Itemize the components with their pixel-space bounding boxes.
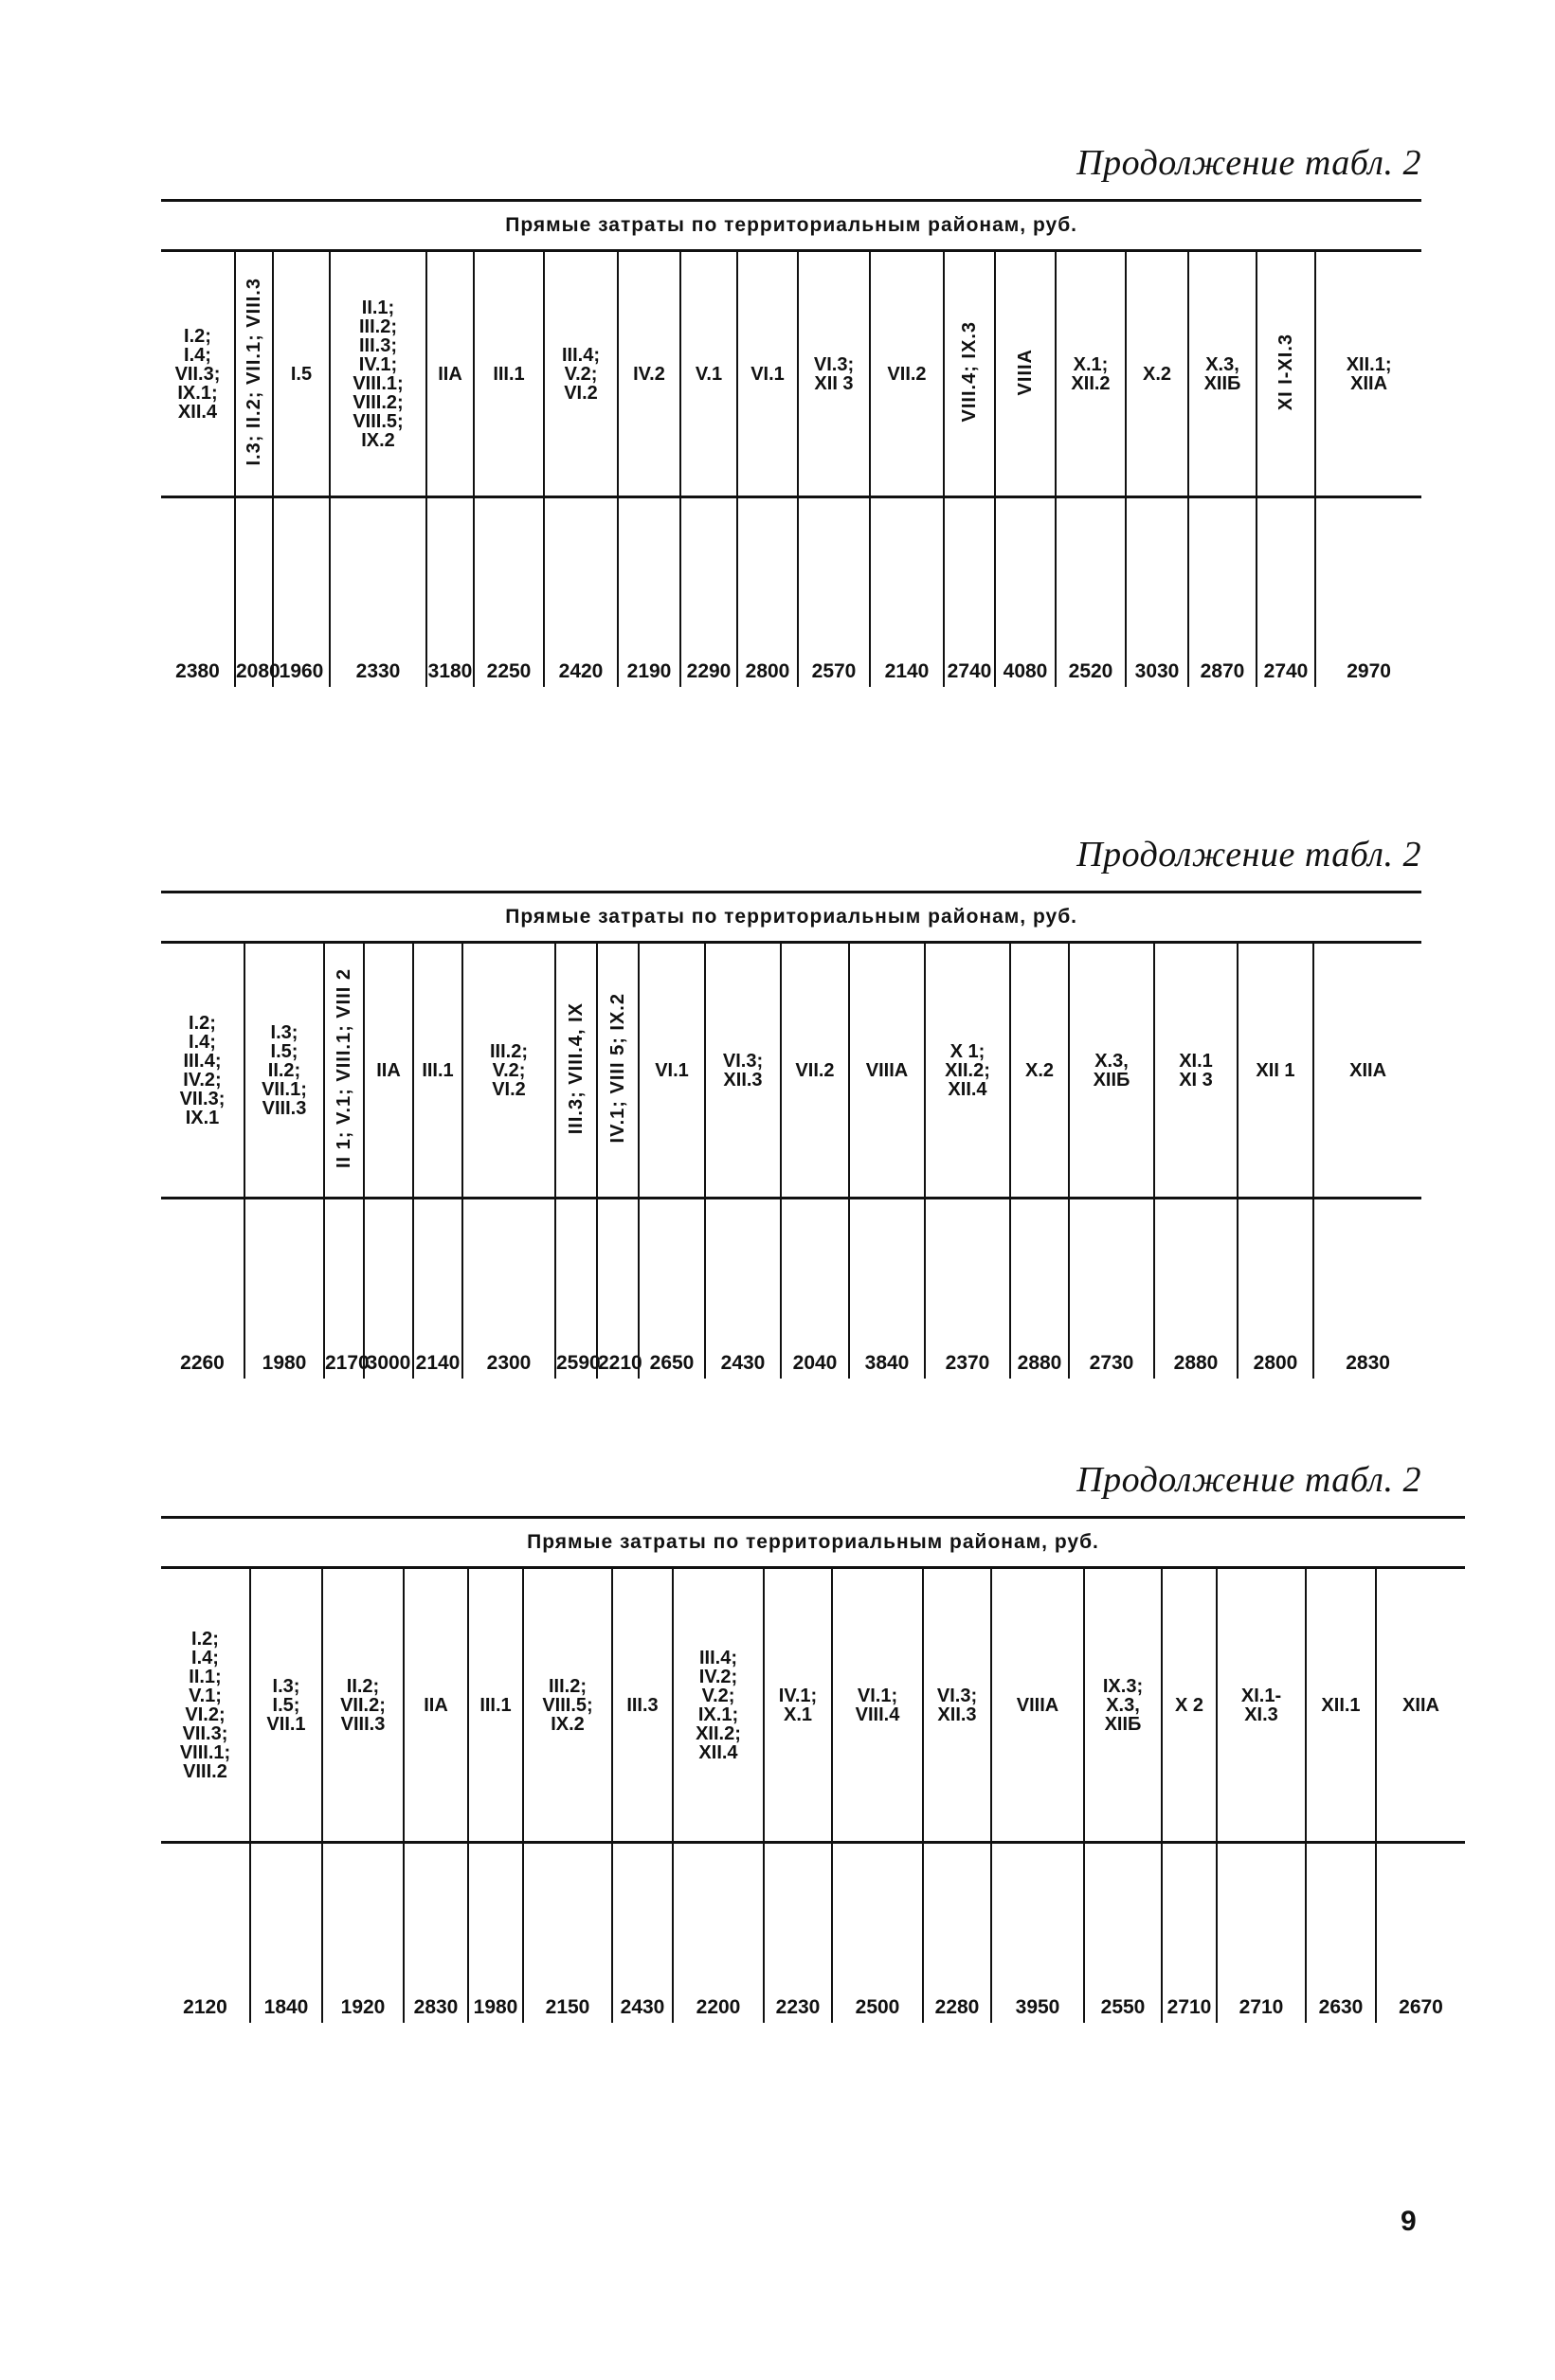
district-header: IV.2 [618, 251, 680, 497]
district-header [1257, 251, 1315, 497]
cost-value: 2170 [324, 1199, 364, 1379]
cost-value: 2120 [161, 1843, 250, 2023]
district-header: X 1; XII.2; XII.4 [925, 943, 1010, 1199]
cost-value: 2710 [1217, 1843, 1306, 2023]
district-header: X.2 [1126, 251, 1188, 497]
cost-value: 1980 [244, 1199, 324, 1379]
district-header-vertical-label: VIIIA [1015, 348, 1036, 396]
cost-value: 2330 [330, 497, 426, 687]
district-header: II.2; VII.2; VIII.3 [322, 1568, 404, 1843]
cost-value: 2080 [235, 497, 273, 687]
district-header-vertical-label: III.3; VIII.4, IX [566, 1001, 587, 1135]
cost-value: 3000 [364, 1199, 413, 1379]
cost-value: 3950 [991, 1843, 1084, 2023]
value-row [161, 1199, 1421, 1379]
cost-value: 2250 [474, 497, 544, 687]
cost-value: 2290 [680, 497, 737, 687]
cost-value: 2370 [925, 1199, 1010, 1379]
cost-value: 2970 [1315, 497, 1421, 687]
cost-value: 1840 [250, 1843, 322, 2023]
district-header [555, 943, 597, 1199]
cost-value: 2230 [764, 1843, 832, 2023]
header-row [161, 943, 1421, 1199]
district-header: VII.2 [781, 943, 849, 1199]
table-caption: Продолжение табл. 2 [1076, 835, 1421, 874]
district-header: X.2 [1010, 943, 1069, 1199]
district-header: I.3; I.5; VII.1 [250, 1568, 322, 1843]
cost-value: 2200 [673, 1843, 764, 2023]
district-header: IIA [364, 943, 413, 1199]
header-row [161, 251, 1421, 497]
table-caption: Продолжение табл. 2 [1076, 1460, 1421, 1500]
cost-value: 2430 [705, 1199, 781, 1379]
table-section-2 [161, 834, 1421, 1383]
district-header-vertical-label: II 1; V.1; VIII.1; VIII 2 [334, 967, 354, 1168]
district-header: I.5 [273, 251, 330, 497]
cost-value: 2710 [1162, 1843, 1217, 2023]
cost-value: 2380 [161, 497, 235, 687]
cost-value: 2520 [1056, 497, 1126, 687]
cost-value: 2550 [1084, 1843, 1162, 2023]
district-header [597, 943, 639, 1199]
district-header-vertical-label: VIII.4; IX.3 [959, 321, 980, 423]
cost-value: 2210 [597, 1199, 639, 1379]
value-row [161, 1843, 1465, 2023]
table-title: Прямые затраты по территориальным районам, руб. [161, 201, 1421, 251]
district-header: III.1 [468, 1568, 523, 1843]
cost-value: 2650 [639, 1199, 705, 1379]
district-header-vertical-label: XI I-XI.3 [1275, 333, 1296, 411]
cost-value: 2870 [1188, 497, 1257, 687]
district-header: IV.1; X.1 [764, 1568, 832, 1843]
district-header: VI.3; XII.3 [705, 943, 781, 1199]
district-header: III.1 [413, 943, 462, 1199]
cost-value: 2880 [1154, 1199, 1238, 1379]
cost-value: 2140 [870, 497, 944, 687]
district-header: VI.3; XII.3 [923, 1568, 991, 1843]
cost-value: 2740 [1257, 497, 1315, 687]
district-header: IIA [404, 1568, 468, 1843]
district-header: X 2 [1162, 1568, 1217, 1843]
district-header: X.1; XII.2 [1056, 251, 1126, 497]
cost-value: 2280 [923, 1843, 991, 2023]
district-header: VII.2 [870, 251, 944, 497]
cost-value: 2570 [798, 497, 870, 687]
district-header: XI.1 XI 3 [1154, 943, 1238, 1199]
header-row [161, 1568, 1465, 1843]
district-header: VIIIA [991, 1568, 1084, 1843]
cost-value: 2830 [1313, 1199, 1421, 1379]
cost-value: 4080 [995, 497, 1056, 687]
district-header [324, 943, 364, 1199]
cost-value: 2150 [523, 1843, 612, 2023]
district-header: I.2; I.4; III.4; IV.2; VII.3; IX.1 [161, 943, 244, 1199]
cost-value: 2260 [161, 1199, 244, 1379]
cost-value: 3840 [849, 1199, 925, 1379]
cost-value: 2040 [781, 1199, 849, 1379]
cost-value: 1920 [322, 1843, 404, 2023]
district-header: VI.3; XII 3 [798, 251, 870, 497]
district-header: X.3, XIIБ [1069, 943, 1154, 1199]
cost-value: 1960 [273, 497, 330, 687]
district-header: VI.1 [639, 943, 705, 1199]
district-header: VI.1 [737, 251, 798, 497]
cost-value: 2800 [1238, 1199, 1313, 1379]
cost-value: 2500 [832, 1843, 923, 2023]
district-header: III.2; VIII.5; IX.2 [523, 1568, 612, 1843]
cost-value: 2730 [1069, 1199, 1154, 1379]
district-header: XI.1- XI.3 [1217, 1568, 1306, 1843]
cost-value: 2740 [944, 497, 995, 687]
cost-value: 2830 [404, 1843, 468, 2023]
district-header: I.2; I.4; VII.3; IX.1; XII.4 [161, 251, 235, 497]
district-header: XII.1 [1306, 1568, 1376, 1843]
district-header: II.1; III.2; III.3; IV.1; VIII.1; VIII.2; VIII.5; IX.2 [330, 251, 426, 497]
table-section-3 [161, 1459, 1443, 2065]
cost-value: 2430 [612, 1843, 673, 2023]
value-row [161, 497, 1421, 687]
cost-value: 2800 [737, 497, 798, 687]
district-header: IX.3; X.3, XIIБ [1084, 1568, 1162, 1843]
district-header: V.1 [680, 251, 737, 497]
table-section-1 [161, 142, 1421, 692]
district-header [995, 251, 1056, 497]
cost-value: 2670 [1376, 1843, 1465, 2023]
cost-value: 3180 [426, 497, 474, 687]
costs-table-2 [161, 891, 1421, 1379]
district-header: VIIIA [849, 943, 925, 1199]
district-header: XII 1 [1238, 943, 1313, 1199]
cost-value: 2420 [544, 497, 618, 687]
district-header-vertical-label: I.3; II.2; VII.1; VIII.3 [244, 278, 264, 466]
cost-value: 2630 [1306, 1843, 1376, 2023]
district-header [235, 251, 273, 497]
district-header: III.4; IV.2; V.2; IX.1; XII.2; XII.4 [673, 1568, 764, 1843]
cost-value: 2590 [555, 1199, 597, 1379]
costs-table-3 [161, 1516, 1465, 2023]
table-title: Прямые затраты по территориальным районам, руб. [161, 892, 1421, 943]
district-header: VI.1; VIII.4 [832, 1568, 923, 1843]
district-header [944, 251, 995, 497]
district-header: XIIA [1376, 1568, 1465, 1843]
district-header-vertical-label: IV.1; VIII 5; IX.2 [607, 993, 628, 1144]
district-header: I.3; I.5; II.2; VII.1; VIII.3 [244, 943, 324, 1199]
table-caption: Продолжение табл. 2 [1076, 143, 1421, 183]
district-header: XIIA [1313, 943, 1421, 1199]
district-header: I.2; I.4; II.1; V.1; VI.2; VII.3; VIII.1; VIII.2 [161, 1568, 250, 1843]
cost-value: 2140 [413, 1199, 462, 1379]
costs-table-1 [161, 199, 1421, 687]
cost-value: 2300 [462, 1199, 555, 1379]
page-number: 9 [1401, 2206, 1417, 2237]
district-header: III.4; V.2; VI.2 [544, 251, 618, 497]
cost-value: 3030 [1126, 497, 1188, 687]
district-header: IIA [426, 251, 474, 497]
district-header: III.2; V.2; VI.2 [462, 943, 555, 1199]
district-header: III.1 [474, 251, 544, 497]
district-header: XII.1; XIIA [1315, 251, 1421, 497]
table-title: Прямые затраты по территориальным районам, руб. [161, 1518, 1465, 1568]
cost-value: 1980 [468, 1843, 523, 2023]
cost-value: 2190 [618, 497, 680, 687]
district-header: X.3, XIIБ [1188, 251, 1257, 497]
cost-value: 2880 [1010, 1199, 1069, 1379]
district-header: III.3 [612, 1568, 673, 1843]
